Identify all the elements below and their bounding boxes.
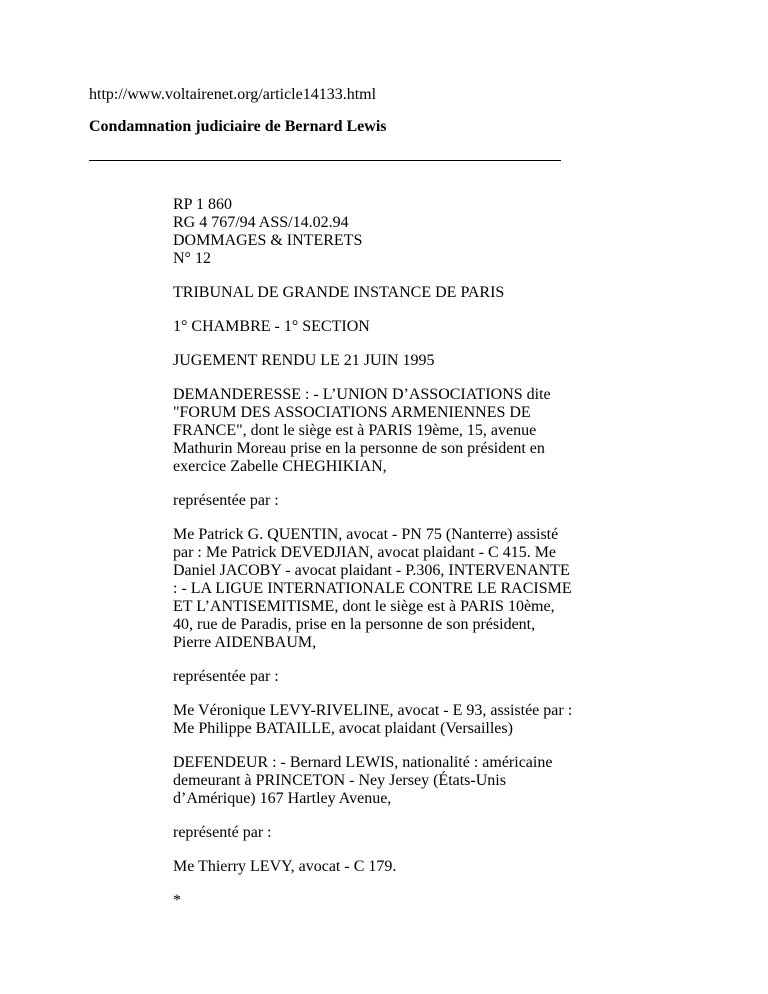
document-title: Condamnation judiciaire de Bernard Lewis (89, 118, 387, 135)
court-name: TRIBUNAL DE GRANDE INSTANCE DE PARIS (173, 284, 505, 301)
reference-rp: RP 1 860 (173, 196, 232, 213)
plaintiff-paragraph: DEMANDERESSE : - L’UNION D’ASSOCIATIONS dite "FORUM DES ASSOCIATIONS ARMENIENNES DE FRANCE", dont le siège est à PARIS 19ème, 15, avenue Mathurin Moreau prise en la personne de son président en exercice Zabelle CHEGHIKIAN, (173, 386, 551, 475)
reference-rg: RG 4 767/94 ASS/14.02.94 (173, 214, 349, 231)
reference-category: DOMMAGES & INTERETS (173, 232, 363, 249)
judgment-date: JUGEMENT RENDU LE 21 JUIN 1995 (173, 352, 435, 369)
counsel-paragraph-3: Me Thierry LEVY, avocat - C 179. (173, 858, 397, 875)
horizontal-rule (89, 160, 561, 161)
judgment-body (173, 196, 573, 910)
counsel-paragraph-2: Me Véronique LEVY-RIVELINE, avocat - E 93, assistée par : Me Philippe BATAILLE, avocat plaidant (Versailles) (173, 702, 573, 737)
defendant-paragraph: DEFENDEUR : - Bernard LEWIS, nationalité : américaine demeurant à PRINCETON - Ney Jersey (États-Unis d’Amérique) 167 Hartley Avenue, (173, 754, 553, 807)
represented-by-1: représentée par : (173, 492, 279, 509)
court-chamber: 1° CHAMBRE - 1° SECTION (173, 318, 370, 335)
represented-by-3: représenté par : (173, 824, 272, 841)
counsel-paragraph-1: Me Patrick G. QUENTIN, avocat - PN 75 (Nanterre) assisté par : Me Patrick DEVEDJIAN, avocat plaidant - C 415. Me Daniel JACOBY - avocat plaidant - P.306, INTERVENANTE : - LA LIGUE INTERNATIONALE CONTRE LE RACISME ET L’ANTISEMITISME, dont le siège est à PARIS 10ème, 40, rue de Paradis, prise en la personne de son président, Pierre AIDENBAUM, (173, 526, 572, 651)
reference-number: N° 12 (173, 250, 211, 267)
represented-by-2: représentée par : (173, 668, 279, 685)
section-separator: * (173, 892, 181, 909)
source-url: http://www.voltairenet.org/article14133.html (89, 86, 377, 103)
case-references (173, 196, 573, 268)
